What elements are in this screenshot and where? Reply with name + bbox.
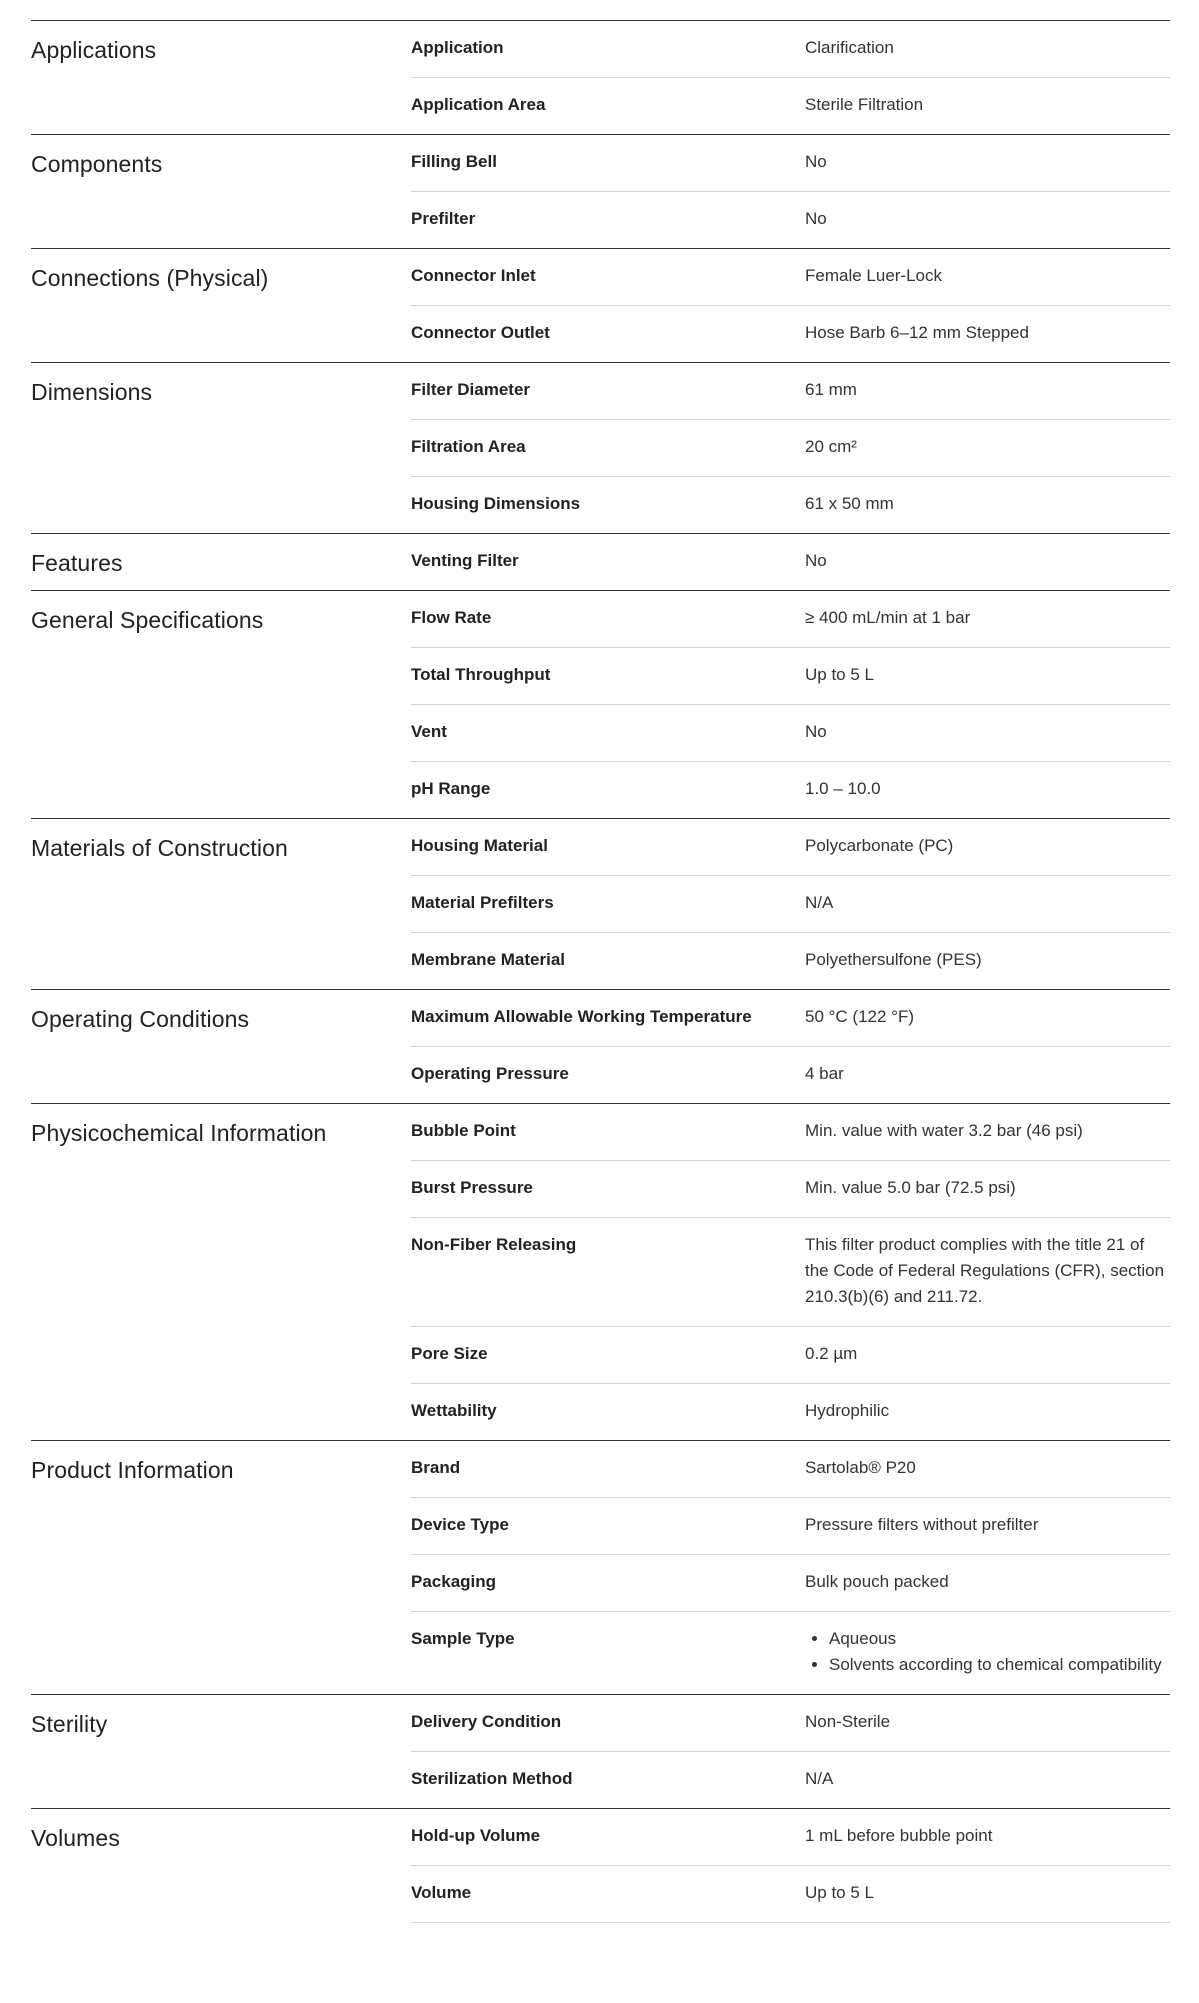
- spec-group: [31, 818, 1170, 989]
- spec-group-title: Applications: [31, 37, 157, 63]
- spec-property-name: Device Type: [411, 1515, 509, 1534]
- spec-property-value: Polycarbonate (PC): [805, 836, 954, 855]
- spec-group-rows: [411, 591, 1170, 818]
- spec-property-name: pH Range: [411, 779, 491, 798]
- spec-row: [411, 77, 1170, 134]
- spec-property-value: Hydrophilic: [805, 1401, 890, 1420]
- spec-property-name: Vent: [411, 722, 447, 741]
- spec-row: [411, 1383, 1170, 1440]
- spec-row: [411, 534, 1170, 590]
- spec-property-value: Hose Barb 6–12 mm Stepped: [805, 323, 1029, 342]
- spec-property-name: Membrane Material: [411, 950, 565, 969]
- spec-group: [31, 1103, 1170, 1440]
- spec-row: [411, 761, 1170, 818]
- spec-group: [31, 590, 1170, 818]
- spec-row: [411, 1611, 1170, 1694]
- spec-group-rows: [411, 1695, 1170, 1808]
- spec-property-value: Female Luer-Lock: [805, 266, 943, 285]
- spec-property-value: Clarification: [805, 38, 894, 57]
- spec-property-value: 0.2 µm: [805, 1344, 858, 1363]
- spec-row: [411, 1046, 1170, 1103]
- spec-property-value: ≥ 400 mL/min at 1 bar: [805, 608, 971, 627]
- spec-group-rows: [411, 1441, 1170, 1694]
- spec-row: [411, 249, 1170, 305]
- spec-group-title: Connections (Physical): [31, 265, 269, 291]
- spec-property-value: 50 °C (122 °F): [805, 1007, 915, 1026]
- spec-row: [411, 1751, 1170, 1808]
- spec-property-name: Burst Pressure: [411, 1178, 533, 1197]
- spec-row: [411, 476, 1170, 533]
- spec-row: [411, 191, 1170, 248]
- spec-property-name: Filtration Area: [411, 437, 526, 456]
- spec-property-name: Wettability: [411, 1401, 497, 1420]
- spec-property-name: Delivery Condition: [411, 1712, 562, 1731]
- spec-row: [411, 591, 1170, 647]
- spec-group: [31, 533, 1170, 590]
- spec-value-list-item: • Aqueous: [829, 1626, 1170, 1652]
- spec-property-value: 61 mm: [805, 380, 857, 399]
- spec-property-name: Material Prefilters: [411, 893, 554, 912]
- spec-group-title: Components: [31, 151, 163, 177]
- spec-property-name: Total Throughput: [411, 665, 551, 684]
- spec-group-rows: [411, 21, 1170, 134]
- spec-row: [411, 363, 1170, 419]
- spec-property-value: Bulk pouch packed: [805, 1572, 949, 1591]
- spec-property-name: Housing Dimensions: [411, 494, 581, 513]
- spec-group-title: Product Information: [31, 1457, 234, 1483]
- spec-row: [411, 819, 1170, 875]
- spec-group: [31, 134, 1170, 248]
- spec-property-value: [805, 1612, 1170, 1694]
- spec-row: [411, 21, 1170, 77]
- spec-property-name: Flow Rate: [411, 608, 492, 627]
- spec-property-name: Operating Pressure: [411, 1064, 569, 1083]
- spec-property-name: Bubble Point: [411, 1121, 516, 1140]
- spec-group-title: Materials of Construction: [31, 835, 288, 861]
- spec-property-value: No: [805, 209, 827, 228]
- spec-group-rows: [411, 135, 1170, 248]
- spec-property-name: Brand: [411, 1458, 461, 1477]
- spec-property-value: 20 cm²: [805, 437, 857, 456]
- spec-group-title: Dimensions: [31, 379, 153, 405]
- spec-group-rows: [411, 990, 1170, 1103]
- spec-group: [31, 1694, 1170, 1808]
- spec-row: [411, 1217, 1170, 1326]
- spec-group-title: Operating Conditions: [31, 1006, 250, 1032]
- spec-row: [411, 647, 1170, 704]
- spec-row: [411, 419, 1170, 476]
- spec-group: [31, 20, 1170, 134]
- spec-property-name: Application Area: [411, 95, 546, 114]
- spec-group: [31, 248, 1170, 362]
- spec-row: [411, 1497, 1170, 1554]
- spec-property-value: 61 x 50 mm: [805, 494, 894, 513]
- spec-row: [411, 1104, 1170, 1160]
- spec-property-value: Min. value with water 3.2 bar (46 psi): [805, 1121, 1083, 1140]
- spec-property-name: Venting Filter: [411, 551, 519, 570]
- spec-property-value: No: [805, 551, 827, 570]
- spec-property-value: Sartolab® P20: [805, 1458, 916, 1477]
- spec-property-name: Packaging: [411, 1572, 497, 1591]
- spec-group-rows: [411, 363, 1170, 533]
- spec-property-name: Housing Material: [411, 836, 548, 855]
- spec-property-name: Filter Diameter: [411, 380, 531, 399]
- spec-row: [411, 135, 1170, 191]
- spec-group: [31, 1440, 1170, 1694]
- spec-property-name: Non-Fiber Releasing: [411, 1235, 577, 1254]
- spec-property-name: Connector Outlet: [411, 323, 550, 342]
- spec-value-list-item: • Solvents according to chemical compatibility: [829, 1652, 1170, 1678]
- spec-property-name: Volume: [411, 1883, 472, 1902]
- spec-row: [411, 1695, 1170, 1751]
- spec-row: [411, 305, 1170, 362]
- spec-property-value: 4 bar: [805, 1064, 844, 1083]
- spec-group-title: Physicochemical Information: [31, 1120, 327, 1146]
- spec-property-name: Filling Bell: [411, 152, 497, 171]
- spec-group: [31, 362, 1170, 533]
- spec-property-value: 1 mL before bubble point: [805, 1826, 993, 1845]
- spec-property-value: Pressure filters without prefilter: [805, 1515, 1039, 1534]
- spec-group-rows: [411, 819, 1170, 989]
- spec-row: [411, 932, 1170, 989]
- spec-property-name: Hold-up Volume: [411, 1826, 541, 1845]
- spec-property-value: Up to 5 L: [805, 665, 874, 684]
- spec-row: [411, 1160, 1170, 1217]
- spec-group-rows: [411, 534, 1170, 590]
- spec-row: [411, 1554, 1170, 1611]
- spec-property-name: Maximum Allowable Working Temperature: [411, 1007, 752, 1026]
- spec-property-value: No: [805, 152, 827, 171]
- specifications-table: [31, 20, 1170, 1923]
- spec-property-value: 1.0 – 10.0: [805, 779, 881, 798]
- spec-group-title: Sterility: [31, 1711, 108, 1737]
- spec-row: [411, 1326, 1170, 1383]
- spec-row: [411, 1441, 1170, 1497]
- spec-group-title: Features: [31, 550, 123, 576]
- spec-row: [411, 1809, 1170, 1865]
- spec-group: [31, 1808, 1170, 1922]
- spec-property-value: Polyethersulfone (PES): [805, 950, 982, 969]
- spec-property-name: Sterilization Method: [411, 1769, 573, 1788]
- spec-row: [411, 704, 1170, 761]
- spec-property-name: Application: [411, 38, 504, 57]
- spec-property-name: Pore Size: [411, 1344, 488, 1363]
- spec-group-rows: [411, 1104, 1170, 1440]
- spec-property-value: This filter product complies with the title 21 of the Code of Federal Regulations (CFR), section 210.3(b)(6) and 211.72.: [805, 1235, 1165, 1306]
- spec-value-list: [805, 1626, 1170, 1678]
- spec-property-value: No: [805, 722, 827, 741]
- spec-row: [411, 875, 1170, 932]
- spec-property-name: Sample Type: [411, 1629, 515, 1648]
- spec-property-value: N/A: [805, 893, 834, 912]
- spec-property-value: Non-Sterile: [805, 1712, 891, 1731]
- spec-property-name: Connector Inlet: [411, 266, 536, 285]
- spec-property-value: N/A: [805, 1769, 834, 1788]
- spec-group-rows: [411, 249, 1170, 362]
- spec-group-title: General Specifications: [31, 607, 264, 633]
- spec-property-value: Sterile Filtration: [805, 95, 924, 114]
- spec-row: [411, 1865, 1170, 1922]
- spec-group: [31, 989, 1170, 1103]
- spec-row: [411, 990, 1170, 1046]
- table-bottom-divider: [411, 1922, 1170, 1923]
- spec-property-value: Min. value 5.0 bar (72.5 psi): [805, 1178, 1016, 1197]
- spec-property-value: Up to 5 L: [805, 1883, 874, 1902]
- spec-group-rows: [411, 1809, 1170, 1922]
- spec-property-name: Prefilter: [411, 209, 476, 228]
- spec-group-title: Volumes: [31, 1825, 120, 1851]
